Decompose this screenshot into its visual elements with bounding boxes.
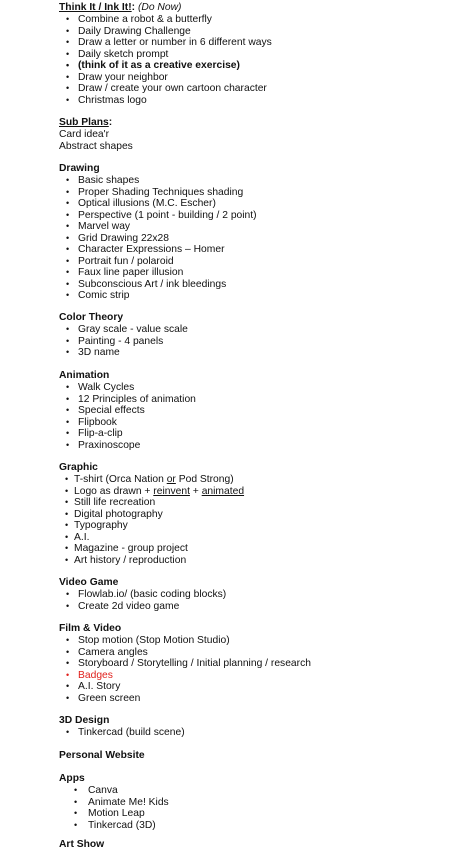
list-item: • Tinkercad (build scene) [59,727,185,739]
list-item: • Daily Drawing Challenge [59,26,272,38]
list-item: • Stop motion (Stop Motion Studio) [59,635,311,647]
list-item: • Combine a robot & a butterfly [59,14,272,26]
subplans-heading: Sub Plans: [59,117,113,128]
list-item: • Basic shapes [59,175,257,187]
logo-reinvent: reinvent [153,485,190,497]
logo-text: Logo as drawn + [74,485,154,497]
list-item: • Walk Cycles [59,382,196,394]
list-item: • Christmas logo [59,95,272,107]
list-item: • Painting - 4 panels [59,336,188,348]
list-item: • Character Expressions – Homer [59,244,257,256]
list-item: • Draw / create your own cartoon character [59,83,272,95]
list-item: • (think of it as a creative exercise) [59,60,272,72]
tshirt-or: or [166,474,176,485]
color-list [59,324,188,359]
section-video-game [59,577,226,612]
list-item [59,486,244,498]
section-film-video [59,623,311,704]
list-item: • Draw a letter or number in 6 different ways [59,37,272,49]
list-item: • Special effects [59,405,196,417]
think-heading: Think It / Ink It!: (Do Now) [59,2,182,13]
section-graphic [59,462,244,566]
list-item: • Optical illusions (M.C. Escher) [59,198,257,210]
graphic-list [59,474,244,566]
list-item: • Camera angles [59,647,311,659]
videogame-heading: Video Game [59,577,119,588]
list-item: • Flowlab.io/ (basic coding blocks) [59,589,226,601]
list-item: • Praxinoscope [59,440,196,452]
graphic-heading: Graphic [59,462,98,473]
list-item: • Art history / reproduction [59,555,244,567]
list-item: • A.I. [59,532,244,544]
color-heading: Color Theory [59,312,124,323]
list-item: • Magazine - group project [59,543,244,555]
list-item: • 3D name [59,347,188,359]
list-item: • Perspective (1 point - building / 2 point) [59,210,257,222]
drawing-heading: Drawing [59,163,100,174]
list-item: • Subconscious Art / ink bleedings [59,279,257,291]
list-item: • Green screen [59,693,311,705]
list-item: • Portrait fun / polaroid [59,256,257,268]
list-item: • Storyboard / Storytelling / Initial planning / research [59,658,311,670]
list-item-badges: • Badges [59,670,311,682]
section-animation [59,370,196,451]
design3d-heading: 3D Design [59,715,110,726]
subplans-line: Abstract shapes [59,140,133,152]
section-sub-plans [59,117,133,152]
list-item: • Flip-a-clip [59,428,196,440]
list-item: • A.I. Story [59,681,311,693]
list-item: • Proper Shading Techniques shading [59,187,257,199]
film-heading: Film & Video [59,623,122,634]
think-list [59,14,272,106]
logo-animated: animated [201,485,245,497]
list-item: • Still life recreation [59,497,244,509]
section-drawing [59,163,257,302]
videogame-list [59,589,226,612]
list-item: • Motion Leap [59,808,169,820]
website-heading: Personal Website [59,750,145,761]
list-item: • Digital photography [59,509,244,521]
drawing-list [59,175,257,302]
list-item [59,474,244,486]
tshirt-text: T-shirt (Orca Nation [74,474,167,485]
section-color-theory [59,312,188,359]
artshow-heading: Art Show [59,839,105,850]
section-art-show [59,839,104,851]
design3d-list [59,727,185,739]
apps-list [59,785,169,831]
list-item: • Marvel way [59,221,257,233]
list-item: • Tinkercad (3D) [59,820,169,832]
list-item: • Faux line paper illusion [59,267,257,279]
list-item: • Canva [59,785,169,797]
animation-heading: Animation [59,370,110,381]
do-now-note: (Do Now) [137,2,182,13]
subplans-line: Card idea'r [59,129,110,140]
section-apps [59,773,169,831]
tshirt-text-end: Pod Strong) [175,474,234,485]
list-item: • Typography [59,520,244,532]
list-item: • Draw your neighbor [59,72,272,84]
film-list [59,635,311,704]
list-item: • Gray scale - value scale [59,324,188,336]
section-3d-design [59,715,185,739]
subplans-title: Sub Plans [59,117,109,128]
list-item: • Create 2d video game [59,601,226,613]
list-item: • Daily sketch prompt [59,49,272,61]
section-personal-website [59,750,145,762]
list-item: • Comic strip [59,290,257,302]
apps-heading: Apps [59,773,85,784]
list-item: • Flipbook [59,417,196,429]
think-title: Think It / Ink It! [59,2,132,13]
animation-list [59,382,196,451]
list-item: • Animate Me! Kids [59,797,169,809]
section-think-it [59,2,272,106]
logo-plus: + [189,485,202,497]
list-item: • 12 Principles of animation [59,394,196,406]
list-item: • Grid Drawing 22x28 [59,233,257,245]
